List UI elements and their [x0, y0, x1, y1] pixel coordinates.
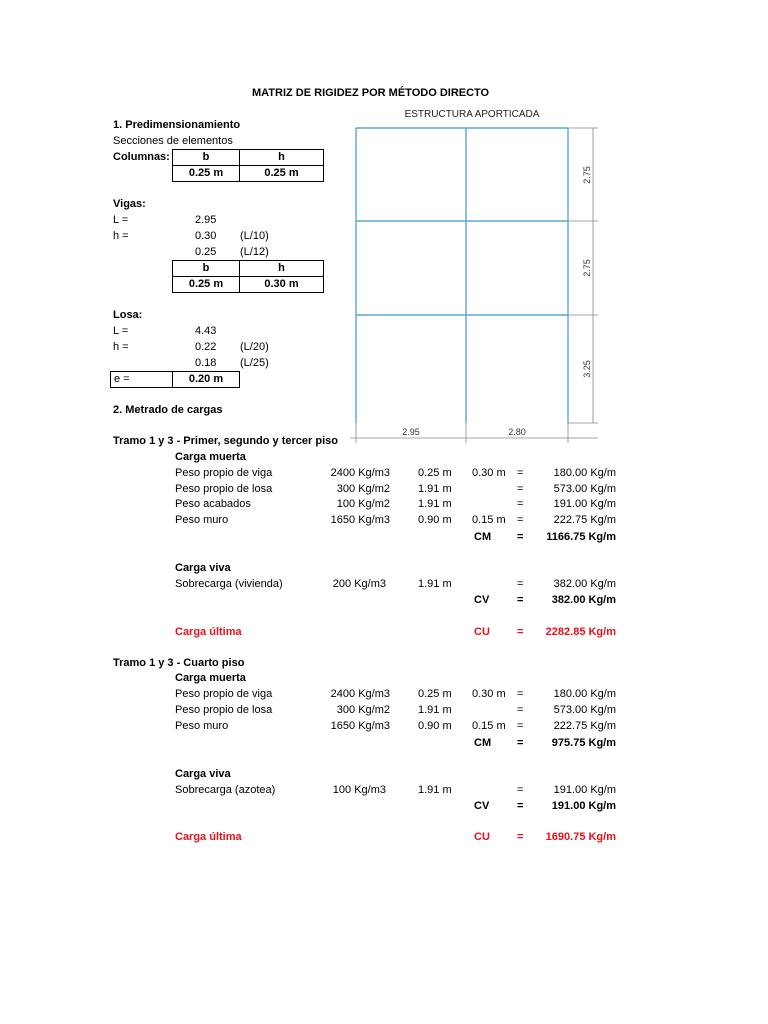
tramo1-cv-title: Carga viva [175, 562, 231, 574]
vigas-h2-note: (L/12) [240, 246, 269, 258]
tramo2-title: Tramo 1 y 3 - Cuarto piso [113, 657, 245, 669]
cv-row-eq: = [517, 578, 524, 590]
losa-h2-note: (L/25) [240, 357, 269, 369]
load-row-b: 0.30 m [472, 467, 506, 479]
cm-total-label: CM [474, 531, 492, 543]
cm-total-value: 1166.75 Kg/m [546, 531, 616, 543]
load-row-a: 0.90 m [418, 514, 452, 526]
cu-abbrev: CU [474, 831, 490, 843]
vigas-L-value: 2.95 [195, 214, 217, 226]
load-row-unit: 1650 Kg/m3 [330, 720, 390, 732]
load-row-a: 1.91 m [418, 704, 452, 716]
span-label-right: 2.80 [508, 427, 526, 437]
load-row-a: 1.91 m [418, 498, 452, 510]
vigas-header-b: b [172, 260, 240, 277]
cu-value: 2282.85 Kg/m [545, 626, 616, 638]
vigas-h1-value: 0.30 [195, 230, 217, 242]
load-row-a: 0.90 m [418, 720, 452, 732]
load-row-value: 222.75 Kg/m [553, 514, 616, 526]
vigas-h2-value: 0.25 [195, 246, 217, 258]
losa-h1-value: 0.22 [195, 341, 217, 353]
load-row-eq: = [517, 467, 524, 479]
cv-total-eq: = [517, 594, 524, 606]
cv-row-value: 382.00 Kg/m [553, 578, 616, 590]
columnas-value-h: 0.25 m [239, 165, 324, 182]
load-row-eq: = [517, 704, 524, 716]
load-row-a: 0.25 m [418, 688, 452, 700]
cv-row-unit: 200 Kg/m3 [332, 578, 386, 590]
frame-diagram [340, 100, 610, 445]
cm-total-label: CM [474, 737, 492, 749]
vigas-value-h: 0.30 m [239, 276, 324, 293]
cu-value: 1690.75 Kg/m [545, 831, 616, 843]
cv-row-value: 191.00 Kg/m [553, 784, 616, 796]
load-row-value: 180.00 Kg/m [553, 688, 616, 700]
load-row-value: 222.75 Kg/m [553, 720, 616, 732]
tramo1-title: Tramo 1 y 3 - Primer, segundo y tercer piso [113, 435, 338, 447]
load-row-unit: 1650 Kg/m3 [330, 514, 390, 526]
load-row-eq: = [517, 498, 524, 510]
height-label-top: 2.75 [582, 166, 592, 184]
section-heading-metrado: 2. Metrado de cargas [113, 404, 223, 416]
tramo2-cm-title: Carga muerta [175, 672, 246, 684]
vigas-label: Vigas: [113, 198, 146, 210]
load-row-value: 573.00 Kg/m [553, 704, 616, 716]
section-heading-predimensionamiento: 1. Predimensionamiento [113, 119, 241, 131]
cv-total-label: CV [474, 800, 490, 812]
height-label-middle: 2.75 [582, 259, 592, 277]
losa-h1-note: (L/20) [240, 341, 269, 353]
columnas-header-h: h [239, 149, 324, 166]
vigas-h-label: h = [113, 230, 129, 242]
load-row-eq: = [517, 514, 524, 526]
load-row-name: Peso propio de losa [175, 704, 273, 716]
load-row-eq: = [517, 483, 524, 495]
load-row-eq: = [517, 688, 524, 700]
load-row-eq: = [517, 720, 524, 732]
losa-e-label: e = [110, 371, 173, 388]
load-row-unit: 300 Kg/m2 [336, 483, 390, 495]
columnas-header-b: b [172, 149, 240, 166]
cv-total-value: 382.00 Kg/m [551, 594, 616, 606]
cv-row-eq: = [517, 784, 524, 796]
load-row-name: Peso muro [175, 720, 229, 732]
cu-eq: = [517, 626, 524, 638]
load-row-value: 180.00 Kg/m [553, 467, 616, 479]
load-row-unit: 300 Kg/m2 [336, 704, 390, 716]
load-row-name: Peso muro [175, 514, 229, 526]
load-row-name: Peso propio de viga [175, 688, 273, 700]
losa-e-value: 0.20 m [172, 371, 240, 388]
losa-L-label: L = [113, 325, 129, 337]
losa-label: Losa: [113, 309, 143, 321]
tramo2-cv-title: Carga viva [175, 768, 231, 780]
cu-label: Carga última [175, 831, 242, 843]
cv-row-a: 1.91 m [418, 578, 452, 590]
losa-h-label: h = [113, 341, 129, 353]
cu-abbrev: CU [474, 626, 490, 638]
cu-eq: = [517, 831, 524, 843]
load-row-a: 0.25 m [418, 467, 452, 479]
tramo1-cm-title: Carga muerta [175, 451, 246, 463]
load-row-value: 191.00 Kg/m [553, 498, 616, 510]
cm-total-eq: = [517, 737, 524, 749]
span-label-left: 2.95 [402, 427, 420, 437]
load-row-b: 0.15 m [472, 514, 506, 526]
load-row-unit: 100 Kg/m2 [336, 498, 390, 510]
columnas-value-b: 0.25 m [172, 165, 240, 182]
vigas-header-h: h [239, 260, 324, 277]
load-row-b: 0.15 m [472, 720, 506, 732]
load-row-b: 0.30 m [472, 688, 506, 700]
load-row-unit: 2400 Kg/m3 [330, 688, 390, 700]
vigas-h1-note: (L/10) [240, 230, 269, 242]
cm-total-eq: = [517, 531, 524, 543]
load-row-unit: 2400 Kg/m3 [330, 467, 390, 479]
load-row-name: Peso acabados [175, 498, 251, 510]
losa-L-value: 4.43 [195, 325, 217, 337]
page-title: MATRIZ DE RIGIDEZ POR MÉTODO DIRECTO [252, 87, 490, 99]
section-subtitle: Secciones de elementos [113, 135, 233, 147]
load-row-name: Peso propio de viga [175, 467, 273, 479]
cu-label: Carga última [175, 626, 242, 638]
vigas-L-label: L = [113, 214, 129, 226]
cm-total-value: 975.75 Kg/m [551, 737, 616, 749]
columnas-label: Columnas: [113, 151, 170, 163]
cv-row-name: Sobrecarga (vivienda) [175, 578, 283, 590]
losa-h2-value: 0.18 [195, 357, 217, 369]
cv-row-a: 1.91 m [418, 784, 452, 796]
vigas-value-b: 0.25 m [172, 276, 240, 293]
load-row-value: 573.00 Kg/m [553, 483, 616, 495]
diagram-title: ESTRUCTURA APORTICADA [404, 109, 540, 120]
cv-total-value: 191.00 Kg/m [551, 800, 616, 812]
load-row-a: 1.91 m [418, 483, 452, 495]
cv-row-unit: 100 Kg/m3 [332, 784, 386, 796]
cv-total-eq: = [517, 800, 524, 812]
load-row-name: Peso propio de losa [175, 483, 273, 495]
cv-total-label: CV [474, 594, 490, 606]
cv-row-name: Sobrecarga (azotea) [175, 784, 276, 796]
height-label-bottom: 3.25 [582, 360, 592, 378]
